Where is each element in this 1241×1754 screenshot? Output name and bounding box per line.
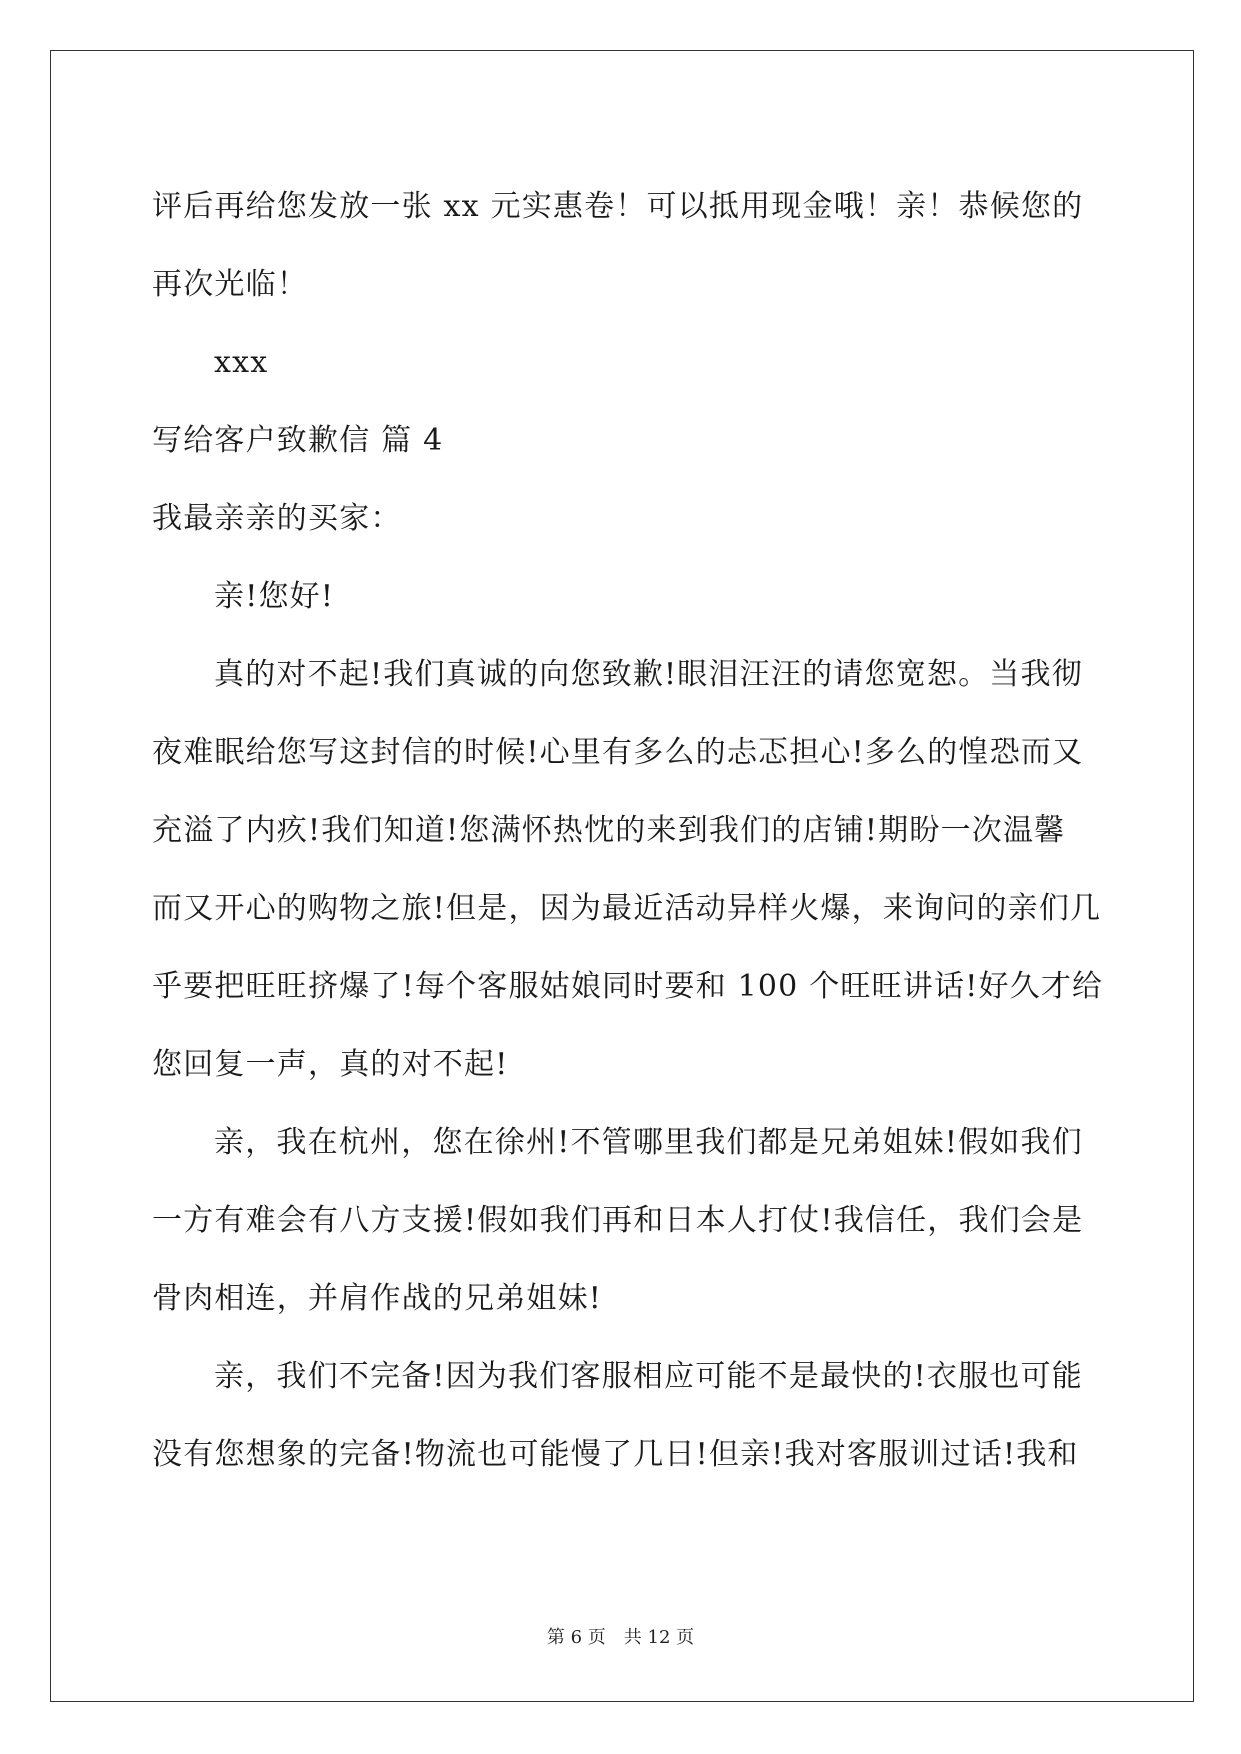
- page-number-footer: 第 6 页 共 12 页: [546, 1627, 695, 1648]
- signature-line: xxx: [214, 345, 269, 380]
- text-line: 充溢了内疚!我们知道!您满怀热忱的来到我们的店铺!期盼一次温馨: [152, 813, 1066, 848]
- text-line: 而又开心的购物之旅!但是，因为最近活动异样火爆，来询问的亲们几: [152, 891, 1102, 926]
- text-line: 真的对不起!我们真诚的向您致歉!眼泪汪汪的请您宽恕。当我彻: [214, 657, 1083, 692]
- section-heading: 写给客户致歉信 篇 4: [152, 423, 444, 458]
- text-line: 没有您想象的完备!物流也可能慢了几日!但亲!我对客服训过话!我和: [152, 1437, 1079, 1472]
- greeting: 亲!您好!: [214, 579, 335, 614]
- text-line: 亲，我们不完备!因为我们客服相应可能不是最快的!衣服也可能: [214, 1359, 1083, 1394]
- text-line: 乎要把旺旺挤爆了!每个客服姑娘同时要和 100 个旺旺讲话!好久才给: [152, 969, 1104, 1004]
- text-line: 一方有难会有八方支援!假如我们再和日本人打仗!我信任，我们会是: [152, 1203, 1084, 1238]
- document-body: [152, 168, 1104, 1494]
- text-line: 评后再给您发放一张 xx 元实惠卷！可以抵用现金哦！亲！恭候您的: [152, 189, 1084, 224]
- text-line: 骨肉相连，并肩作战的兄弟姐妹!: [152, 1281, 603, 1316]
- text-line: 再次光临！: [152, 267, 308, 302]
- salutation: 我最亲亲的买家：: [152, 501, 402, 536]
- text-line: 您回复一声，真的对不起!: [152, 1047, 509, 1082]
- text-line: 亲，我在杭州，您在徐州!不管哪里我们都是兄弟姐妹!假如我们: [214, 1125, 1083, 1160]
- text-line: 夜难眠给您写这封信的时候!心里有多么的忐忑担心!多么的惶恐而又: [152, 735, 1084, 770]
